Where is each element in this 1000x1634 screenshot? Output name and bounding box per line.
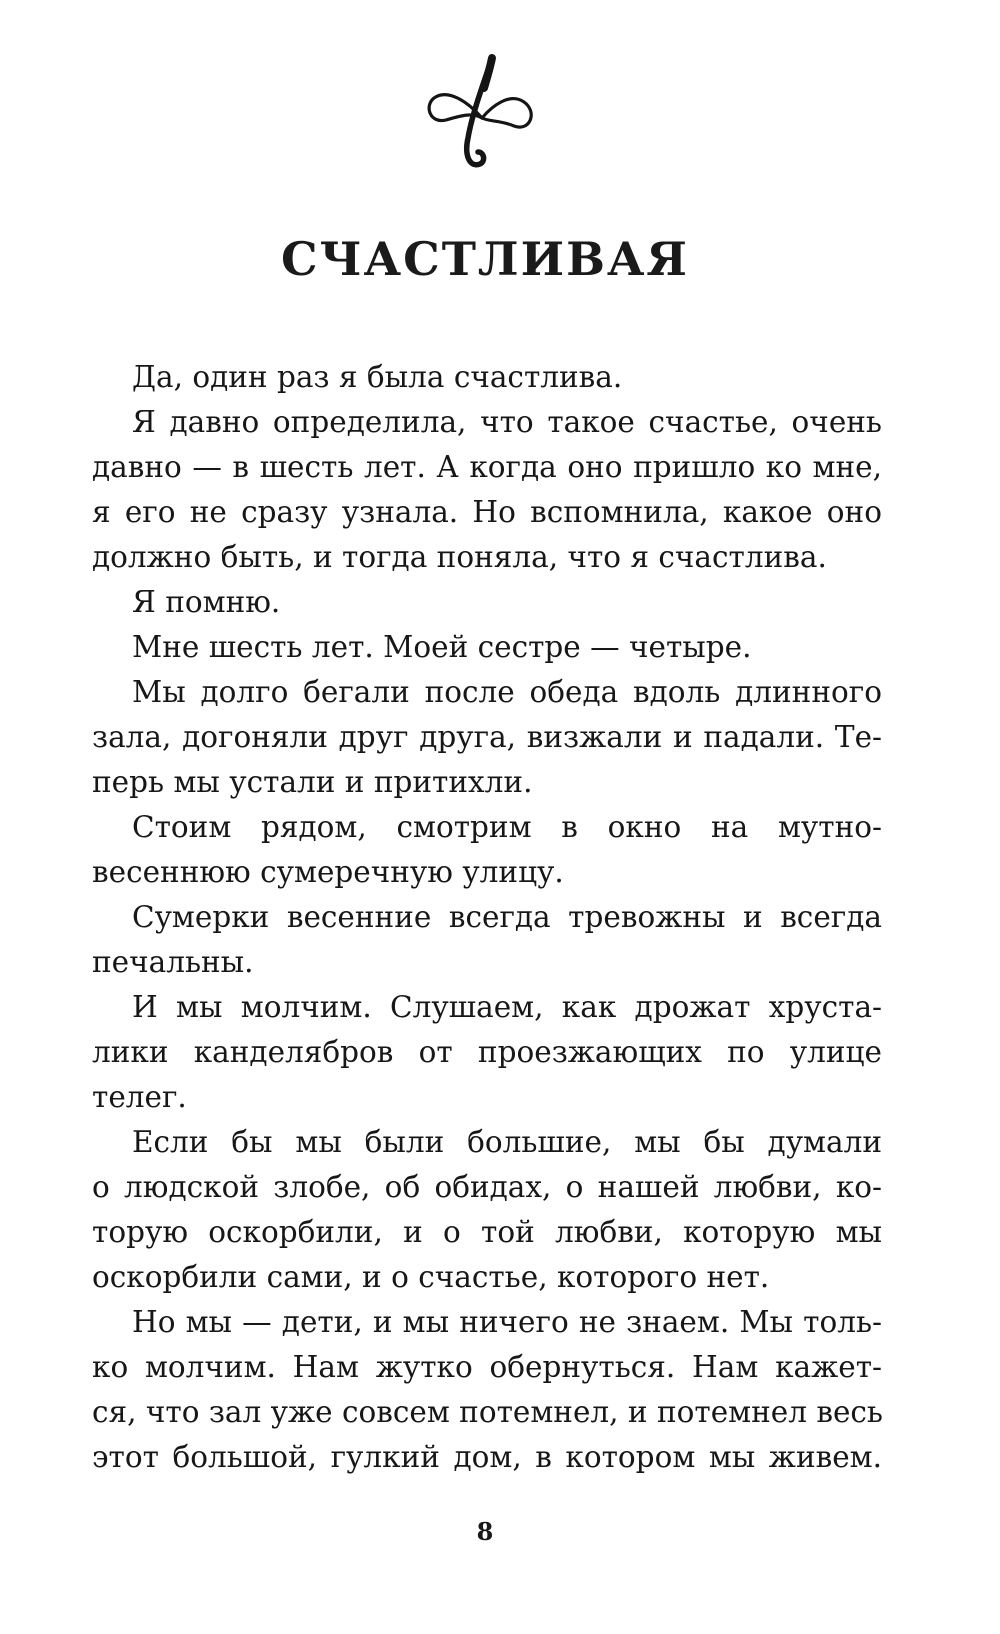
text-line: Мне шесть лет. Моей сестре — четыре. bbox=[132, 630, 752, 664]
page-number: 8 bbox=[476, 1517, 494, 1546]
text-line: зала, догоняли друг друга, визжали и падали. Те- bbox=[92, 720, 882, 754]
text-line: этот большой, гулкий дом, в котором мы живем. bbox=[92, 1440, 882, 1474]
calligraphic-flourish-icon bbox=[420, 52, 550, 172]
text-line: Стоим рядом, смотрим в окно на мутно- bbox=[132, 810, 882, 844]
text-line: телег. bbox=[92, 1080, 187, 1114]
text-line: ся, что зал уже совсем потемнел, и потемнел весь bbox=[92, 1395, 883, 1429]
chapter-title: СЧАСТЛИВАЯ bbox=[281, 232, 689, 286]
text-line: Сумерки весенние всегда тревожны и всегда bbox=[132, 900, 882, 934]
text-line: торую оскорбили, и о той любви, которую мы bbox=[92, 1215, 882, 1249]
text-line: Мы долго бегали после обеда вдоль длинного bbox=[132, 675, 882, 709]
text-line: Я давно определила, что такое счастье, очень bbox=[132, 405, 882, 439]
text-line: Если бы мы были большие, мы бы думали bbox=[132, 1125, 882, 1159]
text-line: Я помню. bbox=[132, 585, 281, 619]
text-line: Да, один раз я была счастлива. bbox=[132, 360, 623, 394]
text-line: оскорбили сами, и о счастье, которого нет. bbox=[92, 1260, 770, 1294]
text-line: ко молчим. Нам жутко обернуться. Нам кажет- bbox=[92, 1350, 882, 1384]
text-line: должно быть, и тогда поняла, что я счастлива. bbox=[92, 540, 827, 574]
text-line: лики канделябров от проезжающих по улице bbox=[92, 1035, 882, 1069]
text-line: печальны. bbox=[92, 945, 254, 979]
text-line: о людской злобе, об обидах, о нашей любви, ко- bbox=[92, 1170, 882, 1204]
text-line: перь мы устали и притихли. bbox=[92, 765, 533, 799]
text-line: я его не сразу узнала. Но вспомнила, какое оно bbox=[92, 495, 882, 529]
text-line: давно — в шесть лет. А когда оно пришло ко мне, bbox=[92, 450, 882, 484]
text-line: Но мы — дети, и мы ничего не знаем. Мы толь- bbox=[132, 1305, 882, 1339]
text-line: И мы молчим. Слушаем, как дрожат хруста- bbox=[132, 990, 882, 1024]
body-text bbox=[92, 355, 882, 1480]
text-line: весеннюю сумеречную улицу. bbox=[92, 855, 564, 889]
